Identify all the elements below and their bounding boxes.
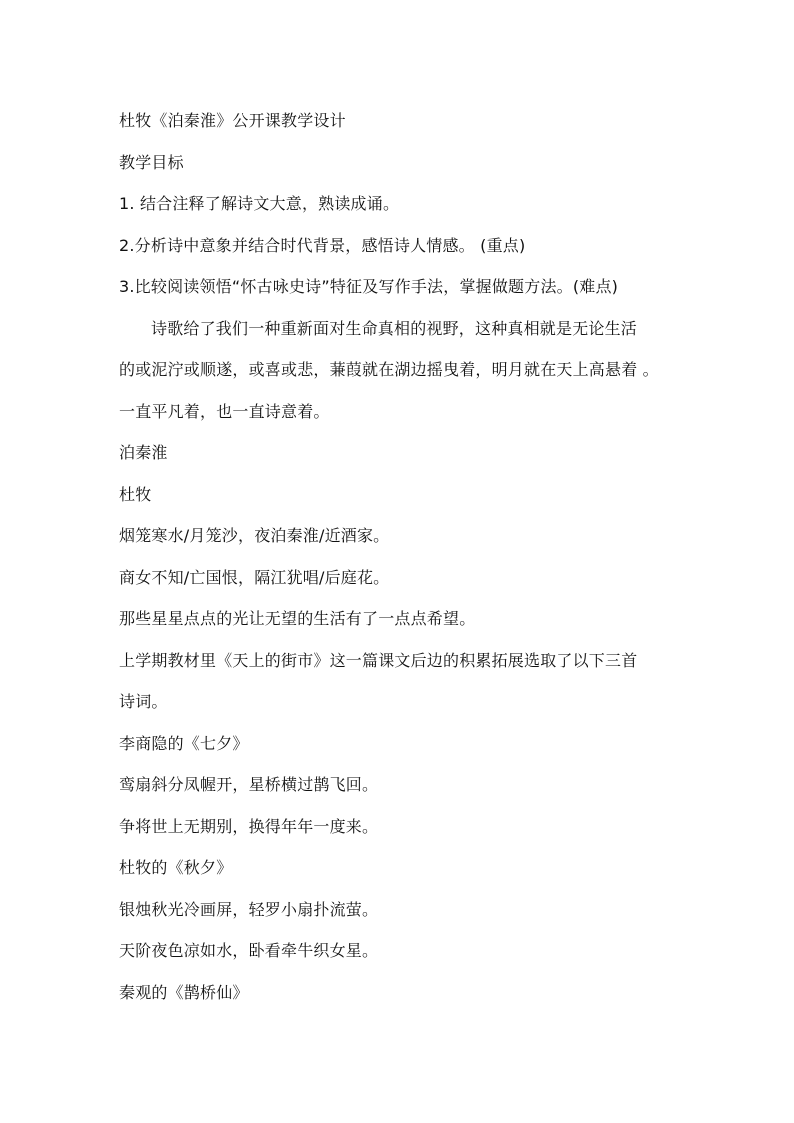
qiuxi-heading: 杜牧的《秋夕》 [119, 858, 233, 877]
intro-paragraph-line-1: 诗歌给了我们一种重新面对生命真相的视野，这种真相就是无论生活 [151, 318, 638, 338]
objectives-heading: 教学目标 [119, 152, 184, 172]
objective-item-2: 2.分析诗中意象并结合时代背景，感悟诗人情感。 (重点) [119, 235, 526, 255]
objective-item-1: 1. 结合注释了解诗文大意，熟读成诵。 [119, 194, 400, 213]
document-body [119, 100, 679, 1013]
qixi-line-1: 鸾扇斜分凤幄开，星桥横过鹊飞回。 [119, 775, 379, 794]
objective-item-3: 3.比较阅读领悟“怀古咏史诗”特征及写作手法，掌握做题方法。(难点) [119, 277, 619, 296]
poem-line-2: 商女不知/亡国恨，隔江犹唱/后庭花。 [119, 567, 390, 587]
qiuxi-line-1: 银烛秋光冷画屏，轻罗小扇扑流萤。 [119, 899, 379, 919]
document-title: 杜牧《泊秦淮》公开课教学设计 [119, 111, 346, 130]
transition-line-2: 上学期教材里《天上的街市》这一篇课文后边的积累拓展选取了以下三首 [119, 650, 638, 670]
poem-line-1: 烟笼寒水/月笼沙，夜泊秦淮/近酒家。 [119, 526, 390, 545]
qixi-heading: 李商隐的《七夕》 [119, 733, 249, 753]
qiuxi-line-2: 天阶夜色凉如水，卧看牵牛织女星。 [119, 941, 379, 960]
qixi-line-2: 争将世上无期别，换得年年一度来。 [119, 816, 379, 836]
intro-paragraph-line-2: 的或泥泞或顺遂，或喜或悲，蒹葭就在湖边摇曳着，明月就在天上高悬着 。 [119, 360, 659, 379]
transition-line-3: 诗词。 [119, 692, 168, 711]
intro-paragraph-line-3: 一直平凡着，也一直诗意着。 [119, 401, 330, 421]
transition-line-1: 那些星星点点的光让无望的生活有了一点点希望。 [119, 609, 476, 628]
poem-title: 泊秦淮 [119, 443, 168, 462]
queqiaoxian-heading: 秦观的《鹊桥仙》 [119, 982, 249, 1002]
poem-author: 杜牧 [119, 484, 152, 504]
